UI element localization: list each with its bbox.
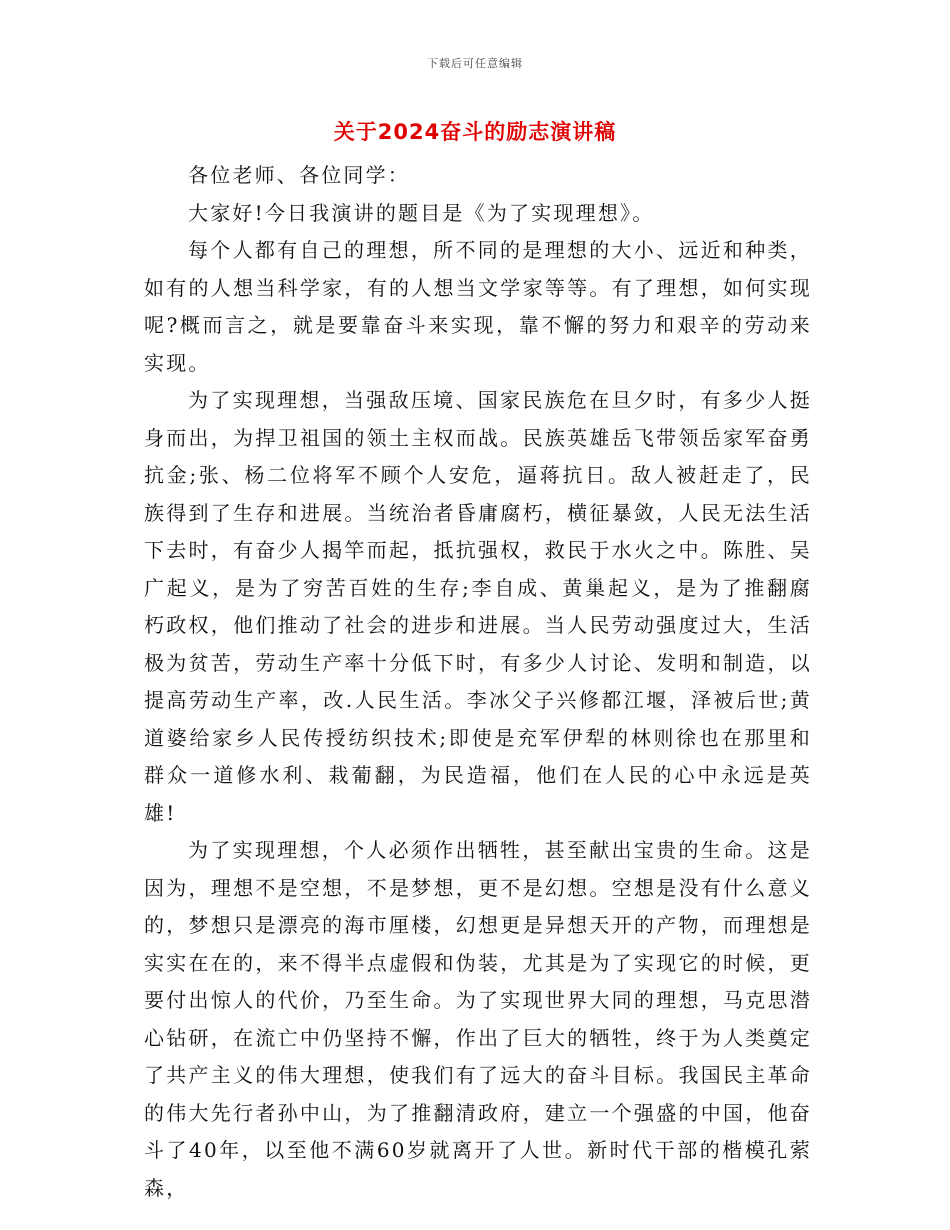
header-note: 下载后可任意编辑 [427,57,523,70]
paragraph: 每个人都有自己的理想，所不同的是理想的大小、远近和种类，如有的人想当科学家，有的人想当文学家等等。有了理想，如何实现呢?概而言之，就是要靠奋斗来实现，靠不懈的努力和艰辛的劳动来实现。 [144,238,812,375]
paragraph: 为了实现理想，当强敌压境、国家民族危在旦夕时，有多少人挺身而出，为捍卫祖国的领土主权而战。民族英雄岳飞带领岳家军奋勇抗金;张、杨二位将军不顾个人安危，逼蒋抗日。敌人被赶走了，民族得到了生存和进展。当统治者昏庸腐朽，横征暴敛，人民无法生活下去时，有奋少人揭竿而起，抵抗强权，救民于水火之中。陈胜、吴广起义，是为了穷苦百姓的生存;李自成、黄巢起义，是为了推翻腐朽政权，他们推动了社会的进步和进展。当人民劳动强度过大，生活极为贫苦，劳动生产率十分低下时，有多少人讨论、发明和制造，以提高劳动生产率，改.人民生活。李冰父子兴修都江堰，泽被后世;黄道婆给家乡人民传授纺织技术;即使是充军伊犁的林则徐也在那里和群众一道修水利、栽葡翻，为民造福，他们在人民的心中永远是英雄! [144,388,812,825]
paragraph-salutation: 各位老师、各位同学： [188,163,410,187]
paragraph-greeting: 大家好!今日我演讲的题目是《为了实现理想》。 [188,200,655,225]
document-title: 关于2024奋斗的励志演讲稿 [333,120,617,144]
paragraph: 为了实现理想，个人必须作出牺牲，甚至献出宝贵的生命。这是因为，理想不是空想，不是梦想，更不是幻想。空想是没有什么意义的，梦想只是漂亮的海市厘楼，幻想更是异想天开的产物，而理想是实实在在的，来不得半点虚假和伪装，尤其是为了实现它的时候，更要付出惊人的代价，乃至生命。为了实现世界大同的理想，马克思潜心钻研，在流亡中仍坚持不懈，作出了巨大的牺牲，终于为人类奠定了共产主义的伟大理想，使我们有了远大的奋斗目标。我国民主革命的伟大先行者孙中山，为了推翻清政府，建立一个强盛的中国，他奋斗了40年，以至他不满60岁就离开了人世。新时代干部的楷模孔萦森， [144,838,812,1200]
document-body [144,157,812,1207]
